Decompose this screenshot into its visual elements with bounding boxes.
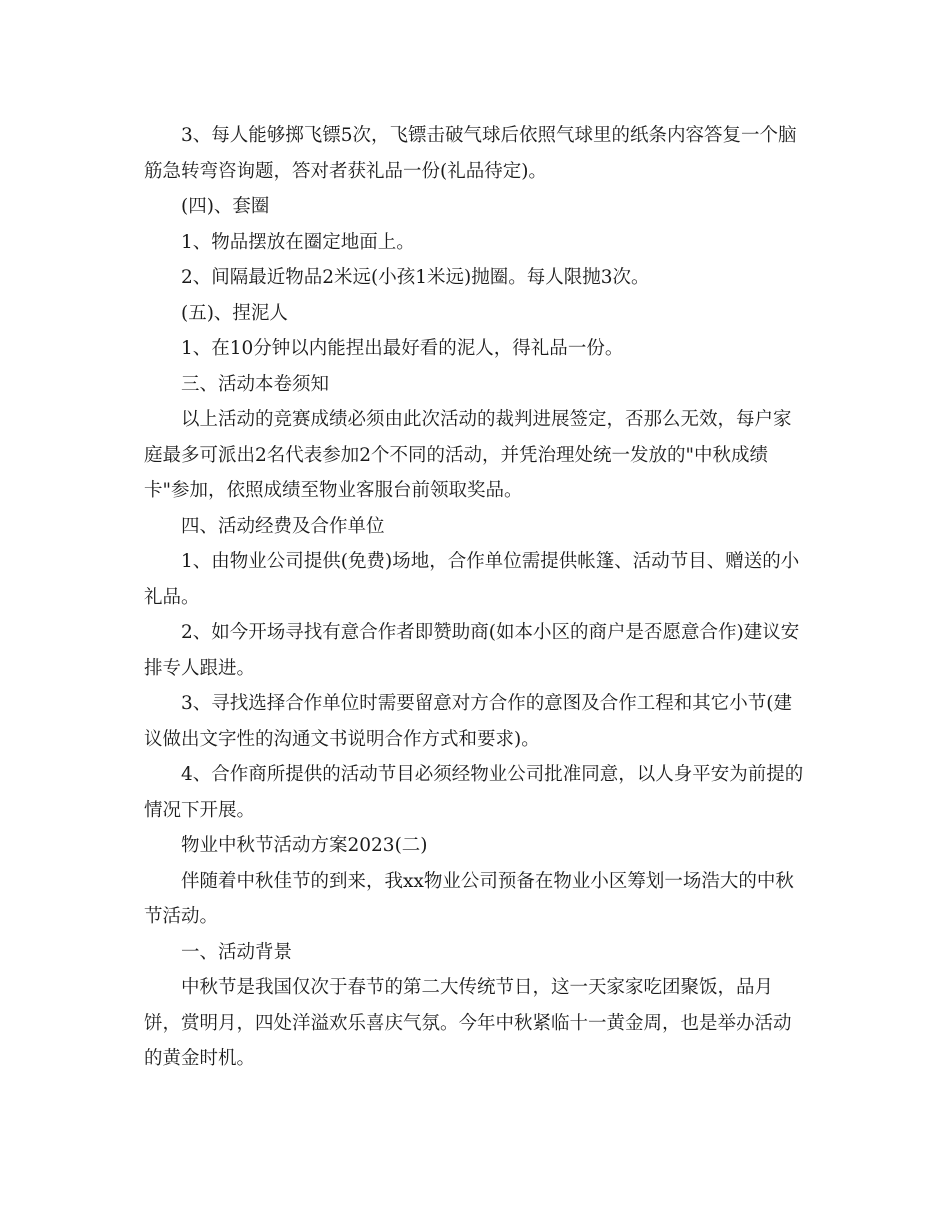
- text-line: 1、物品摆放在圈定地面上。: [181, 231, 415, 253]
- text-line: 饼，赏明月，四处洋溢欢乐喜庆气氛。今年中秋紧临十一黄金周，也是举办活动: [144, 1012, 792, 1034]
- paragraph-funding-4: [144, 757, 812, 828]
- text-line: 议做出文字性的沟通文书说明合作方式和要求)。: [144, 728, 540, 750]
- text-line: 4、合作商所提供的活动节目必须经物业公司批准同意，以人身平安为前提的: [181, 764, 804, 785]
- paragraph-clay-figure-rule: [144, 331, 812, 367]
- text-line: 伴随着中秋佳节的到来，我xx物业公司预备在物业小区筹划一场浩大的中秋: [181, 870, 794, 892]
- text-line: 一、活动背景: [181, 941, 293, 963]
- section-heading-ring-toss: [144, 189, 812, 225]
- paragraph-ring-toss-rule-2: [144, 260, 812, 296]
- text-line: 四、活动经费及合作单位: [181, 515, 385, 537]
- text-line: 情况下开展。: [144, 799, 256, 821]
- text-line: 礼品。: [144, 586, 200, 608]
- paragraph-funding-3: [144, 686, 812, 757]
- text-line: 筋急转弯咨询题，答对者获礼品一份(礼品待定)。: [144, 160, 547, 182]
- text-line: 三、活动本卷须知: [181, 373, 330, 395]
- paragraph-background: [144, 970, 812, 1077]
- paragraph-dart-rule: [144, 118, 812, 189]
- text-line: 2、间隔最近物品2米远(小孩1米远)抛圈。每人限抛3次。: [181, 267, 650, 288]
- paragraph-ring-toss-rule-1: [144, 225, 812, 261]
- paragraph-intro: [144, 864, 812, 935]
- text-line: 1、在10分钟以内能捏出最好看的泥人，得礼品一份。: [181, 338, 624, 359]
- text-line: 2、如今开场寻找有意合作者即赞助商(如本小区的商户是否愿意合作)建议安: [181, 622, 800, 643]
- section-heading-clay-figure: [144, 296, 812, 332]
- text-line: 卡"参加，依照成绩至物业客服台前领取奖品。: [144, 480, 523, 501]
- text-line: 庭最多可派出2名代表参加2个不同的活动，并凭治理处统一发放的"中秋成绩: [144, 444, 769, 466]
- document-body: [144, 118, 812, 1077]
- text-line: 排专人跟进。: [144, 657, 256, 679]
- section-heading-notice: [144, 367, 812, 403]
- text-line: 3、寻找选择合作单位时需要留意对方合作的意图及合作工程和其它小节(建: [181, 693, 792, 714]
- text-line: 物业中秋节活动方案2023(二): [181, 835, 428, 856]
- paragraph-notice: [144, 402, 812, 509]
- text-line: 以上活动的竞赛成绩必须由此次活动的裁判进展签定，否那么无效，每户家: [181, 409, 792, 430]
- text-line: (五)、捏泥人: [181, 302, 288, 324]
- paragraph-funding-2: [144, 615, 812, 686]
- paragraph-funding-1: [144, 544, 812, 615]
- section-heading-funding: [144, 509, 812, 545]
- text-line: 1、由物业公司提供(免费)场地，合作单位需提供帐篷、活动节目、赠送的小: [181, 551, 800, 572]
- text-line: 节活动。: [144, 906, 219, 927]
- document-subtitle: [144, 828, 812, 864]
- section-heading-background: [144, 935, 812, 971]
- text-line: (四)、套圈: [181, 196, 270, 217]
- text-line: 中秋节是我国仅次于春节的第二大传统节日，这一天家家吃团聚饭，品月: [181, 977, 774, 998]
- text-line: 3、每人能够掷飞镖5次，飞镖击破气球后依照气球里的纸条内容答复一个脑: [181, 125, 797, 146]
- text-line: 的黄金时机。: [144, 1048, 256, 1069]
